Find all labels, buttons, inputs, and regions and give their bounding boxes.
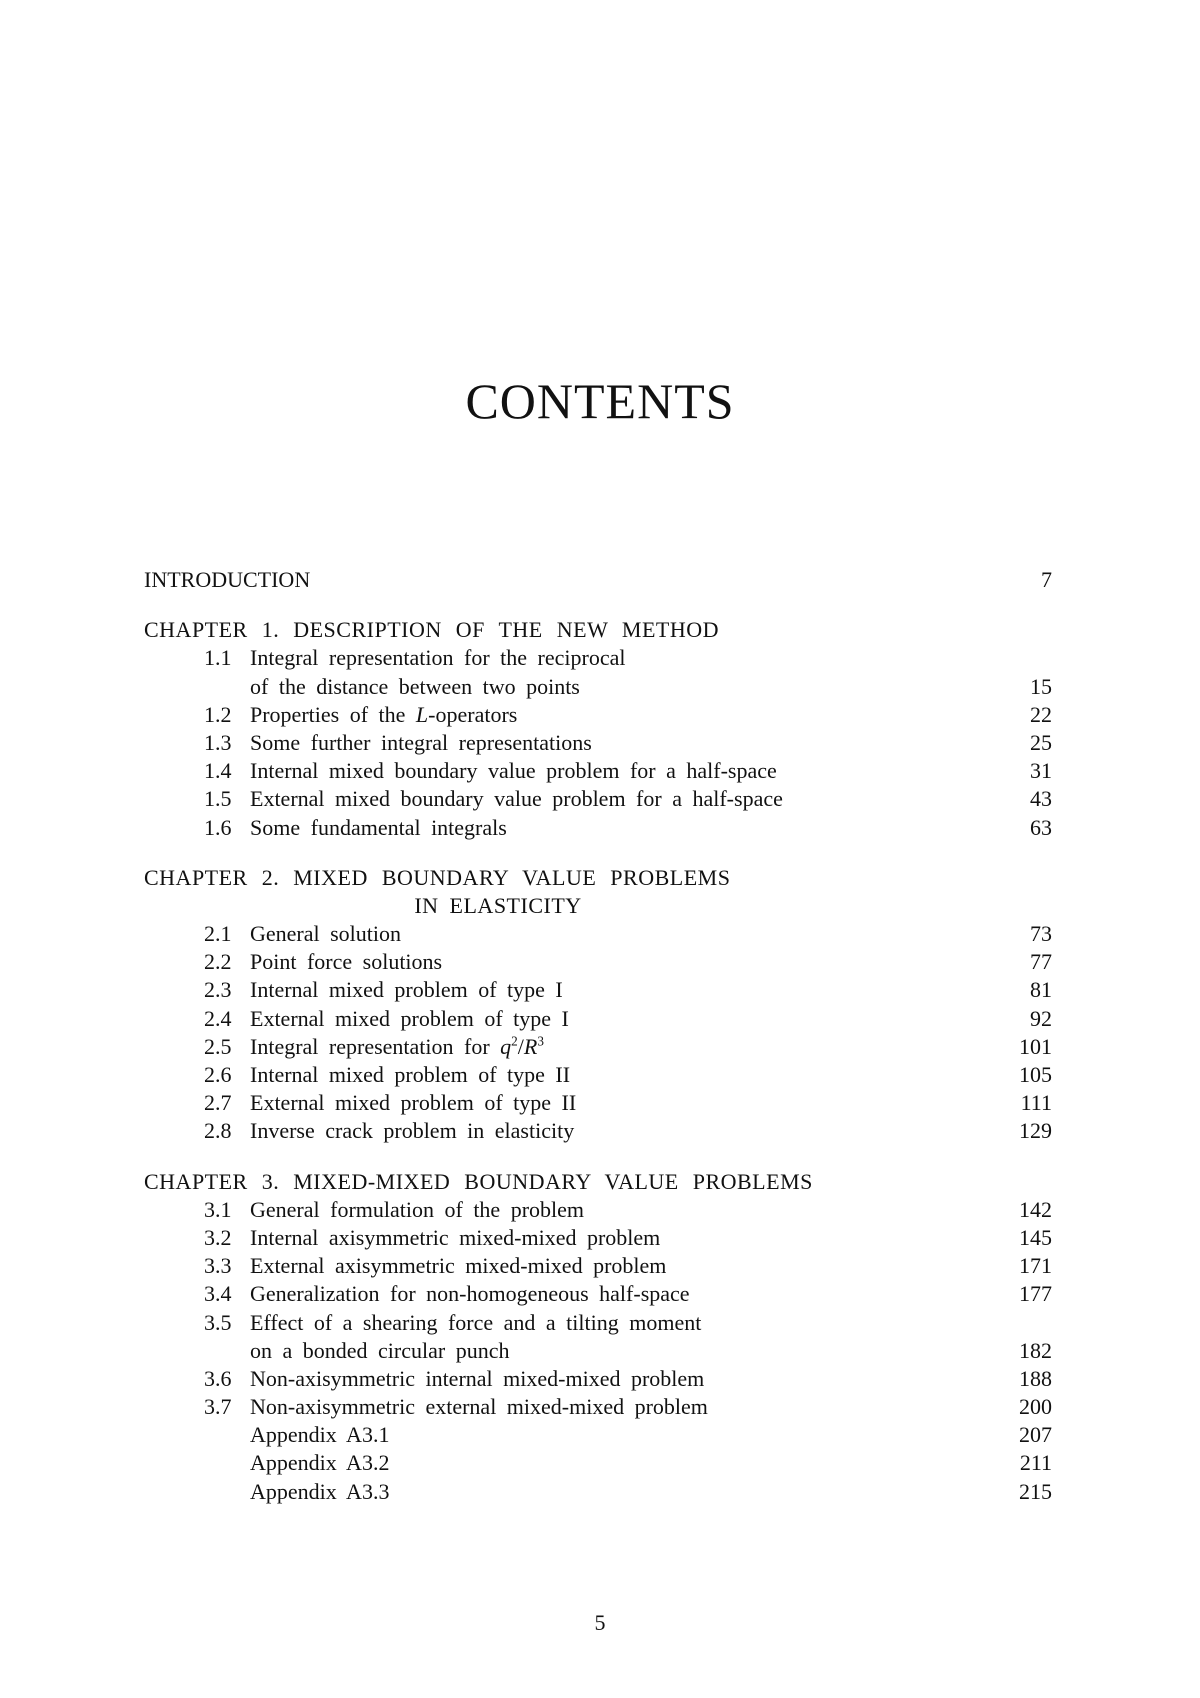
toc-entry[interactable]	[144, 1089, 1052, 1117]
section-page: 211	[1019, 1450, 1052, 1476]
section-page: 111	[1020, 1090, 1052, 1116]
section-page: 77	[1030, 949, 1052, 975]
section-title: Some further integral representations	[250, 729, 592, 755]
toc-entry-continuation[interactable]	[144, 673, 1052, 701]
section-title: External mixed problem of type II	[250, 1090, 577, 1116]
toc-entry[interactable]	[144, 1252, 1052, 1280]
section-page: 145	[1019, 1224, 1052, 1250]
section-number: 2.1	[204, 921, 232, 947]
section-title-wrapper	[250, 701, 517, 729]
chapter-heading-1[interactable]	[144, 616, 1052, 644]
section-title: Point force solutions	[250, 949, 443, 975]
toc-entry-appendix[interactable]	[144, 1478, 1052, 1506]
formula-r-exponent: 3	[537, 1033, 544, 1049]
section-title: External mixed boundary value problem for a half-space	[250, 786, 783, 812]
section-number: 1.1	[204, 645, 232, 671]
section-page: 207	[1019, 1422, 1052, 1448]
toc-entry-appendix[interactable]	[144, 1449, 1052, 1477]
section-title: General solution	[250, 921, 402, 947]
toc-entry[interactable]	[144, 1033, 1052, 1061]
formula-q: q	[500, 1033, 512, 1059]
toc-entry[interactable]	[144, 701, 1052, 729]
toc-entry[interactable]	[144, 976, 1052, 1004]
chapter-title: CHAPTER 1. DESCRIPTION OF THE NEW METHOD	[144, 617, 720, 643]
chapter-title: CHAPTER 3. MIXED-MIXED BOUNDARY VALUE PROBLEMS	[144, 1168, 813, 1194]
section-number: 3.1	[204, 1196, 232, 1222]
section-page: 129	[1019, 1118, 1052, 1144]
section-page: 188	[1019, 1365, 1052, 1391]
section-title: Properties of the	[250, 701, 406, 727]
section-number: 1.5	[204, 786, 232, 812]
section-page: 200	[1019, 1394, 1052, 1420]
section-page: 171	[1019, 1253, 1052, 1279]
section-title: of the distance between two points	[250, 673, 580, 699]
section-page: 105	[1019, 1062, 1052, 1087]
toc-entry[interactable]	[144, 814, 1052, 842]
section-page: 177	[1019, 1281, 1052, 1307]
section-title: External mixed problem of type I	[250, 1005, 569, 1031]
section-number: 1.3	[204, 729, 232, 755]
section-page: 73	[1030, 921, 1052, 947]
section-number: 3.3	[204, 1253, 232, 1279]
section-page: 63	[1030, 814, 1052, 840]
section-title: Effect of a shearing force and a tilting moment	[250, 1309, 702, 1335]
section-number: 3.4	[204, 1281, 232, 1307]
toc-entry[interactable]	[144, 1280, 1052, 1308]
section-page: 22	[1030, 701, 1052, 727]
section-page: 215	[1019, 1478, 1052, 1504]
section-number: 3.5	[204, 1309, 232, 1335]
toc-entry[interactable]	[144, 1005, 1052, 1033]
toc-entry[interactable]	[144, 1061, 1052, 1089]
section-title: Integral representation for the reciprocal	[250, 645, 626, 671]
section-title: Non-axisymmetric internal mixed-mixed problem	[250, 1365, 705, 1391]
toc-entry-title: INTRODUCTION	[144, 567, 311, 592]
toc-entry[interactable]	[144, 785, 1052, 813]
section-page: 31	[1030, 758, 1052, 784]
section-page: 182	[1019, 1337, 1052, 1363]
section-title: Appendix A3.2	[250, 1450, 390, 1476]
section-title: Generalization for non-homogeneous half-space	[250, 1281, 690, 1307]
section-title: External axisymmetric mixed-mixed problem	[250, 1253, 667, 1279]
chapter-title-cont: IN ELASTICITY	[414, 892, 582, 918]
formula-q-exponent: 2	[511, 1033, 518, 1049]
toc-entry[interactable]	[144, 757, 1052, 785]
toc-entry[interactable]	[144, 1309, 1052, 1337]
section-title: Internal mixed boundary value problem for a half-space	[250, 758, 777, 784]
chapter-heading-2[interactable]	[144, 864, 1052, 892]
section-number: 2.6	[204, 1062, 232, 1087]
section-title: Non-axisymmetric external mixed-mixed problem	[250, 1394, 708, 1420]
toc-entry-introduction[interactable]	[144, 566, 1052, 594]
section-title: Integral representation for	[250, 1033, 490, 1059]
section-title: Internal mixed problem of type I	[250, 977, 563, 1003]
section-title: on a bonded circular punch	[250, 1337, 510, 1363]
toc-entry-appendix[interactable]	[144, 1421, 1052, 1449]
toc-entry[interactable]	[144, 644, 1052, 672]
section-page: 81	[1030, 977, 1052, 1003]
section-number: 2.8	[204, 1118, 232, 1144]
section-title: Internal axisymmetric mixed-mixed problem	[250, 1224, 661, 1250]
page-number: 5	[594, 1610, 606, 1635]
section-title: Internal mixed problem of type II	[250, 1062, 571, 1087]
section-title: Some fundamental integrals	[250, 814, 507, 840]
chapter-heading-3[interactable]	[144, 1168, 1052, 1196]
operator-symbol: L	[415, 701, 429, 727]
section-title-tail: -operators	[428, 701, 518, 727]
toc-entry[interactable]	[144, 1365, 1052, 1393]
formula-r: R	[523, 1033, 538, 1059]
formula-slash: /	[517, 1033, 524, 1059]
toc-entry[interactable]	[144, 1224, 1052, 1252]
section-title: General formulation of the problem	[250, 1196, 585, 1222]
section-number: 3.2	[204, 1224, 232, 1250]
section-page: 92	[1030, 1005, 1052, 1031]
page-title: CONTENTS	[465, 373, 735, 429]
toc-entry[interactable]	[144, 729, 1052, 757]
section-page: 101	[1019, 1033, 1052, 1059]
section-page: 15	[1030, 673, 1052, 699]
section-number: 3.7	[204, 1394, 232, 1420]
section-number: 1.2	[204, 701, 232, 727]
section-title: Inverse crack problem in elasticity	[250, 1118, 575, 1144]
toc-entry-continuation[interactable]	[144, 1337, 1052, 1365]
chapter-heading-2-continuation[interactable]	[144, 892, 1052, 920]
toc-entry-page: 7	[1041, 567, 1052, 592]
section-number: 2.5	[204, 1033, 232, 1059]
toc-entry[interactable]	[144, 1117, 1052, 1145]
section-number: 2.2	[204, 949, 232, 975]
section-title-wrapper	[250, 1033, 544, 1061]
chapter-title: CHAPTER 2. MIXED BOUNDARY VALUE PROBLEMS	[144, 864, 731, 890]
section-number: 3.6	[204, 1365, 232, 1391]
section-title: Appendix A3.3	[250, 1478, 390, 1504]
section-number: 1.6	[204, 814, 232, 840]
section-number: 2.3	[204, 977, 232, 1003]
table-of-contents	[144, 566, 1052, 1506]
section-page: 43	[1030, 786, 1052, 812]
toc-entry[interactable]	[144, 1196, 1052, 1224]
section-number: 1.4	[204, 758, 232, 784]
section-page: 142	[1019, 1196, 1052, 1222]
section-number: 2.7	[204, 1090, 232, 1116]
toc-entry[interactable]	[144, 1393, 1052, 1421]
section-page: 25	[1030, 729, 1052, 755]
toc-entry[interactable]	[144, 948, 1052, 976]
toc-entry[interactable]	[144, 920, 1052, 948]
section-number: 2.4	[204, 1005, 232, 1031]
section-title: Appendix A3.1	[250, 1422, 390, 1448]
